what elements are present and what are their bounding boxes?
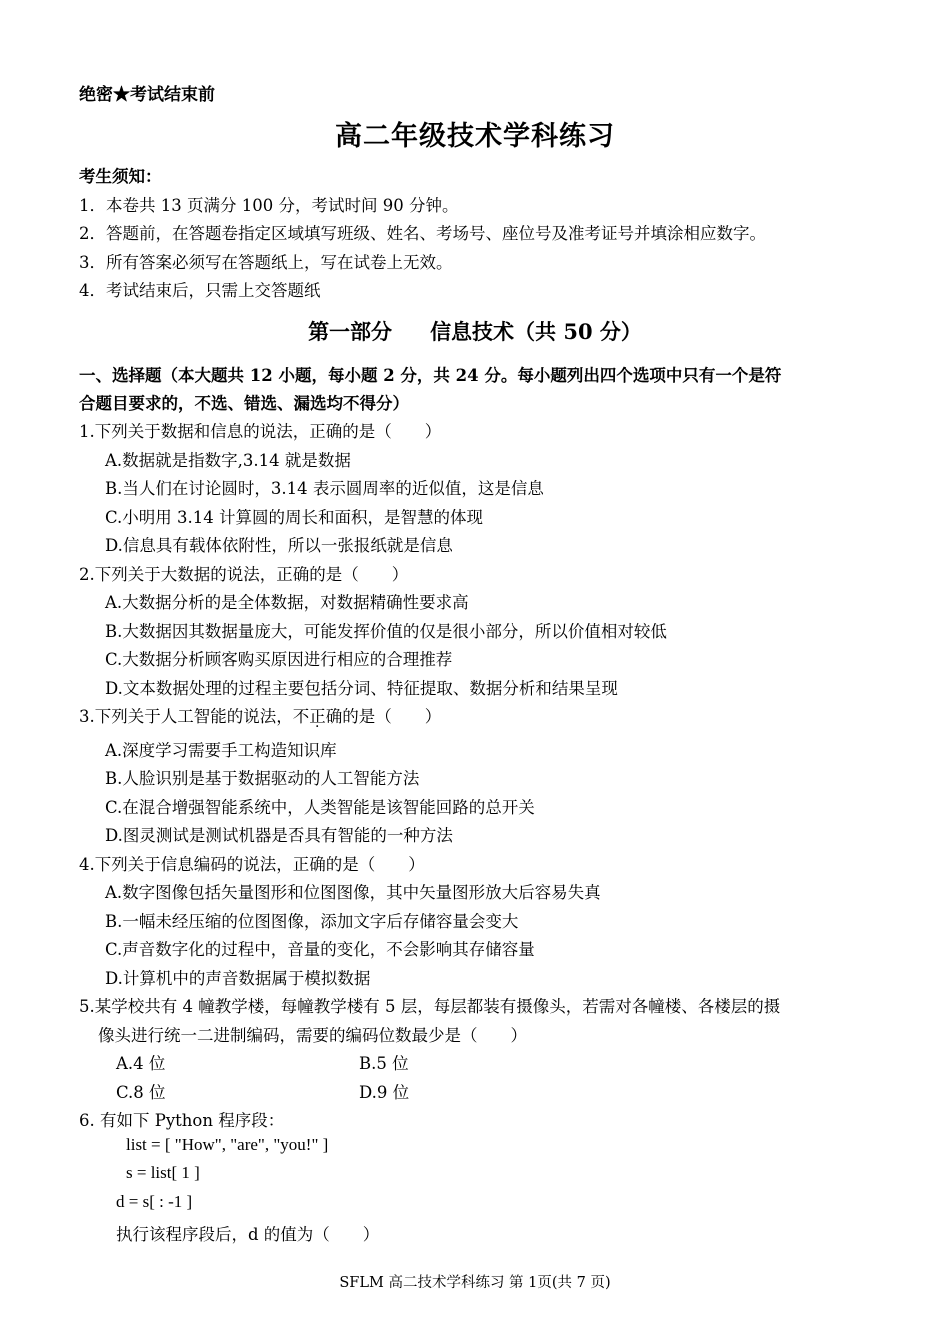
question-3-stem-prefix: 3.下列关于人工智能的说法，	[79, 707, 293, 726]
notice-item: 4．考试结束后，只需上交答题纸	[79, 281, 321, 300]
part-subject: 信息技术（共 50 分）	[430, 319, 642, 344]
question-4-option-c: C.声音数字化的过程中，音量的变化，不会影响其存储容量	[105, 940, 535, 959]
question-2-option-d: D.文本数据处理的过程主要包括分词、特征提取、数据分析和结果呈现	[105, 679, 618, 698]
question-1-option-b: B.当人们在讨论圆时，3.14 表示圆周率的近似值，这是信息	[105, 479, 544, 498]
question-3-stem-suffix: 的是（ ）	[342, 707, 442, 726]
question-3-option-c: C.在混合增强智能系统中，人类智能是该智能回路的总开关	[105, 798, 535, 817]
question-5-option-a: A.4 位	[116, 1054, 166, 1073]
question-5-option-b: B.5 位	[359, 1054, 409, 1073]
question-1-option-a: A.数据就是指数字,3.14 就是数据	[105, 451, 351, 470]
question-1-option-c: C.小明用 3.14 计算圆的周长和面积，是智慧的体现	[105, 508, 484, 527]
notice-item: 1．本卷共 13 页满分 100 分，考试时间 90 分钟。	[79, 196, 459, 215]
question-1-option-d: D.信息具有载体依附性，所以一张报纸就是信息	[105, 536, 453, 555]
question-6-tail: 执行该程序段后，d 的值为（ ）	[116, 1225, 380, 1244]
question-5-option-d: D.9 位	[359, 1083, 410, 1102]
question-3-option-b: B.人脸识别是基于数据驱动的人工智能方法	[105, 769, 420, 788]
code-line: d = s[ : -1 ]	[116, 1192, 193, 1211]
question-3-option-d: D.图灵测试是测试机器是否具有智能的一种方法	[105, 826, 453, 845]
question-4-option-a: A.数字图像包括矢量图形和位图图像，其中矢量图形放大后容易失真	[105, 883, 601, 902]
code-line: list = [ "How", "are", "you!" ]	[126, 1135, 329, 1154]
question-3-option-a: A.深度学习需要手工构造知识库	[105, 741, 337, 760]
section-instructions-line1: 一、选择题（本大题共 12 小题，每小题 2 分，共 24 分。每小题列出四个选项中只有一个是符	[79, 366, 782, 385]
question-2-option-c: C.大数据分析顾客购买原因进行相应的合理推荐	[105, 650, 453, 669]
part-number: 第一部分	[308, 319, 393, 344]
question-4-stem: 4.下列关于信息编码的说法，正确的是（ ）	[79, 855, 425, 874]
question-3-emphasis: 不正确	[292, 707, 343, 726]
confidential-mark: 绝密★考试结束前	[79, 85, 215, 105]
question-2-option-a: A.大数据分析的是全体数据，对数据精确性要求高	[105, 593, 469, 612]
question-4-option-b: B.一幅未经压缩的位图图像，添加文字后存储容量会变大	[105, 912, 519, 931]
notice-item: 2．答题前，在答题卷指定区域填写班级、姓名、考场号、座位号及准考证号并填涂相应数字。	[79, 224, 766, 243]
question-3-stem	[79, 703, 441, 727]
notice-heading: 考生须知：	[79, 167, 162, 186]
question-2-stem: 2.下列关于大数据的说法，正确的是（ ）	[79, 565, 409, 584]
question-5-stem-line2: 像头进行统一二进制编码，需要的编码位数最少是（ ）	[98, 1026, 527, 1045]
question-2-option-b: B.大数据因其数据量庞大，可能发挥价值的仅是很小部分，所以价值相对较低	[105, 622, 667, 641]
question-1-stem: 1.下列关于数据和信息的说法，正确的是（ ）	[79, 422, 442, 441]
part-heading	[0, 316, 950, 346]
section-instructions-line2: 合题目要求的，不选、错选、漏选均不得分）	[79, 394, 409, 413]
code-line: s = list[ 1 ]	[126, 1163, 200, 1182]
question-5-option-c: C.8 位	[116, 1083, 166, 1102]
page-footer: SFLM 高二技术学科练习 第 1页(共 7 页)	[339, 1275, 611, 1291]
question-5-stem-line1: 5.某学校共有 4 幢教学楼，每幢教学楼有 5 层，每层都装有摄像头，若需对各幢楼、各楼层的摄	[79, 997, 781, 1016]
notice-item: 3．所有答案必须写在答题纸上，写在试卷上无效。	[79, 253, 453, 272]
question-4-option-d: D.计算机中的声音数据属于模拟数据	[105, 969, 371, 988]
question-6-stem: 6. 有如下 Python 程序段：	[79, 1111, 285, 1130]
page-title: 高二年级技术学科练习	[335, 121, 615, 152]
